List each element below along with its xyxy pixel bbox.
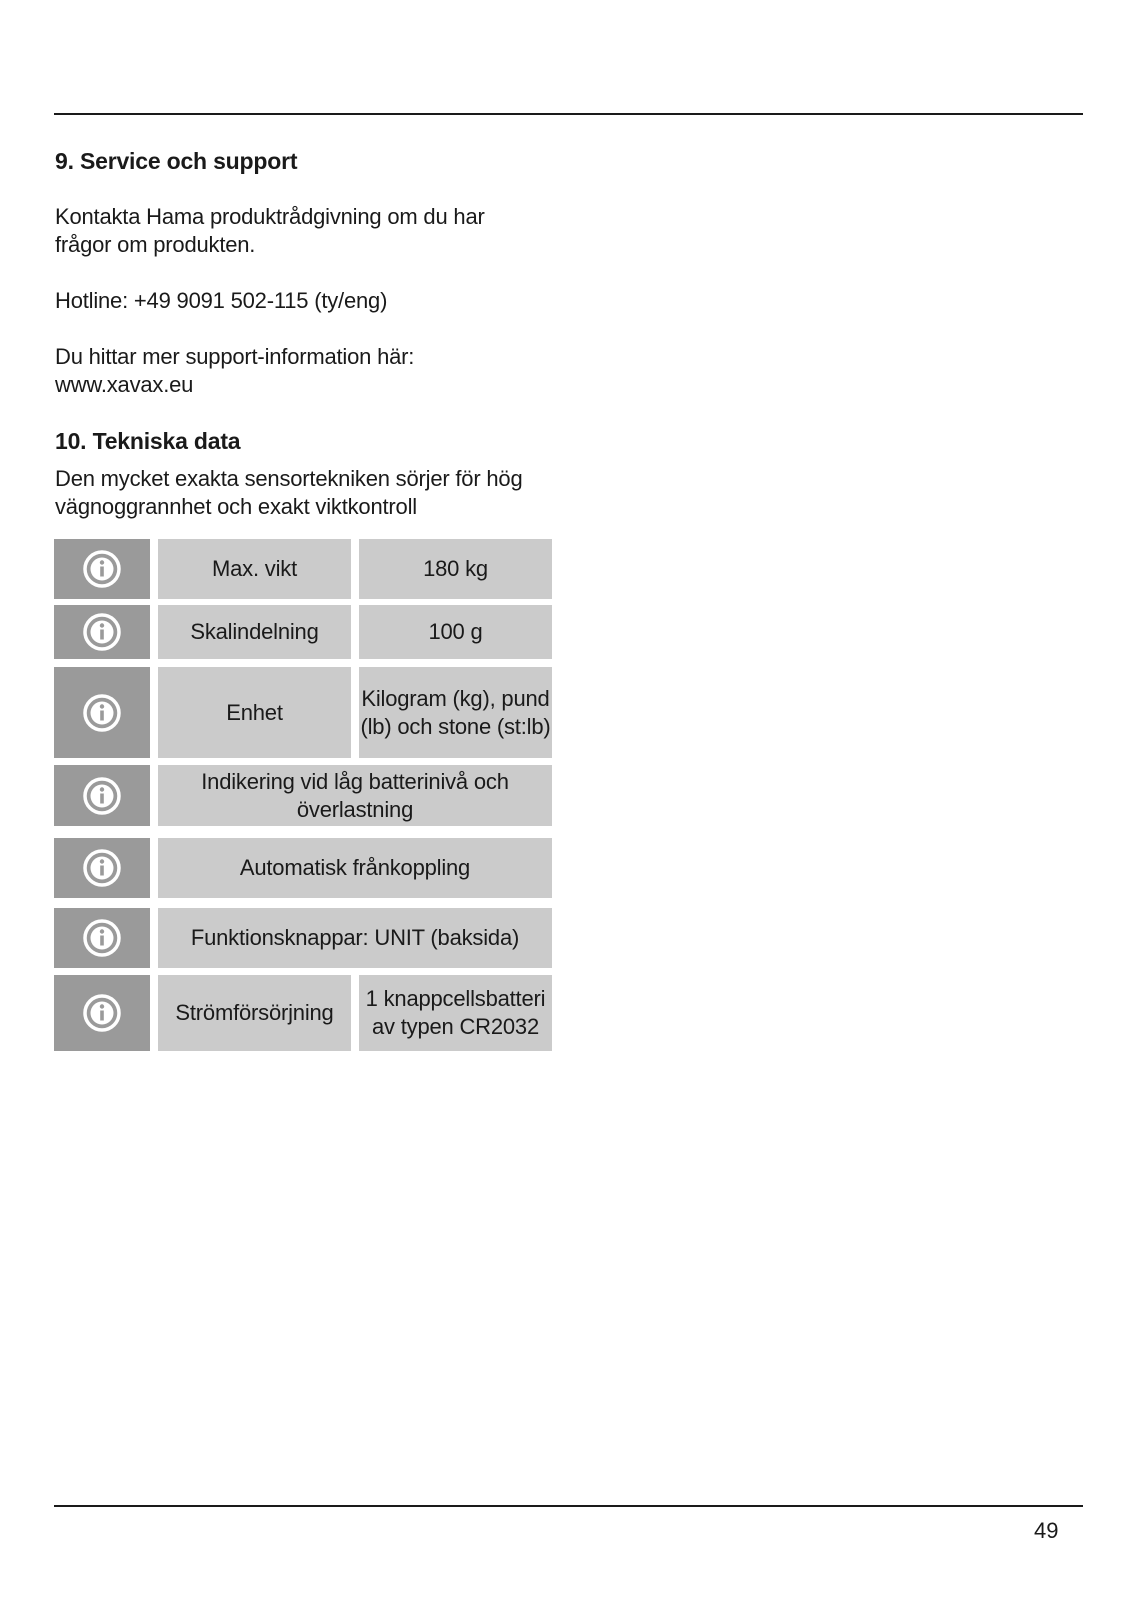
icon-cell xyxy=(54,539,150,599)
icon-cell xyxy=(54,765,150,826)
row-value: Kilogram (kg), pund (lb) och stone (st:lb) xyxy=(359,667,552,758)
icon-cell xyxy=(54,667,150,758)
table-row xyxy=(54,908,552,968)
row-value: 180 kg xyxy=(359,539,552,599)
info-icon xyxy=(82,776,122,816)
icon-cell xyxy=(54,605,150,659)
tech-intro xyxy=(55,465,523,521)
header-rule xyxy=(54,113,1083,115)
row-span: Funktionsknappar: UNIT (baksida) xyxy=(158,908,552,968)
support-paragraph-line: Kontakta Hama produktrådgivning om du har xyxy=(55,204,485,229)
icon-cell xyxy=(54,838,150,898)
page-number: 49 xyxy=(1034,1518,1059,1543)
row-label: Max. vikt xyxy=(158,539,351,599)
section-10-heading: 10. Tekniska data xyxy=(55,428,241,454)
support-url: www.xavax.eu xyxy=(55,372,194,397)
support-paragraph xyxy=(55,203,485,259)
table-row xyxy=(54,975,552,1051)
table-row xyxy=(54,765,552,826)
info-icon xyxy=(82,918,122,958)
table-row xyxy=(54,838,552,898)
tech-intro-line: vägnoggrannhet och exakt viktkontroll xyxy=(55,494,417,519)
hotline-text: Hotline: +49 9091 502-115 (ty/eng) xyxy=(55,288,388,313)
info-icon xyxy=(82,993,122,1033)
icon-cell xyxy=(54,975,150,1051)
row-label: Enhet xyxy=(158,667,351,758)
info-icon xyxy=(82,693,122,733)
icon-cell xyxy=(54,908,150,968)
tech-intro-line: Den mycket exakta sensortekniken sörjer för hög xyxy=(55,466,523,491)
support-info-paragraph xyxy=(55,343,414,399)
row-label: Strömförsörjning xyxy=(158,975,351,1051)
support-info-line: Du hittar mer support-information här: xyxy=(55,344,415,369)
support-paragraph-line: frågor om produkten. xyxy=(55,232,256,257)
row-span: Automatisk frånkoppling xyxy=(158,838,552,898)
row-value: 100 g xyxy=(359,605,552,659)
footer-rule xyxy=(54,1505,1083,1507)
info-icon xyxy=(82,848,122,888)
row-value: 1 knappcellsbatteri av typen CR2032 xyxy=(359,975,552,1051)
table-row xyxy=(54,667,552,758)
section-9-heading: 9. Service och support xyxy=(55,148,298,174)
row-label: Skalindelning xyxy=(158,605,351,659)
info-icon xyxy=(82,612,122,652)
row-span: Indikering vid låg batterinivå och överlastning xyxy=(158,765,552,826)
info-icon xyxy=(82,549,122,589)
table-row xyxy=(54,539,552,599)
table-row xyxy=(54,605,552,659)
